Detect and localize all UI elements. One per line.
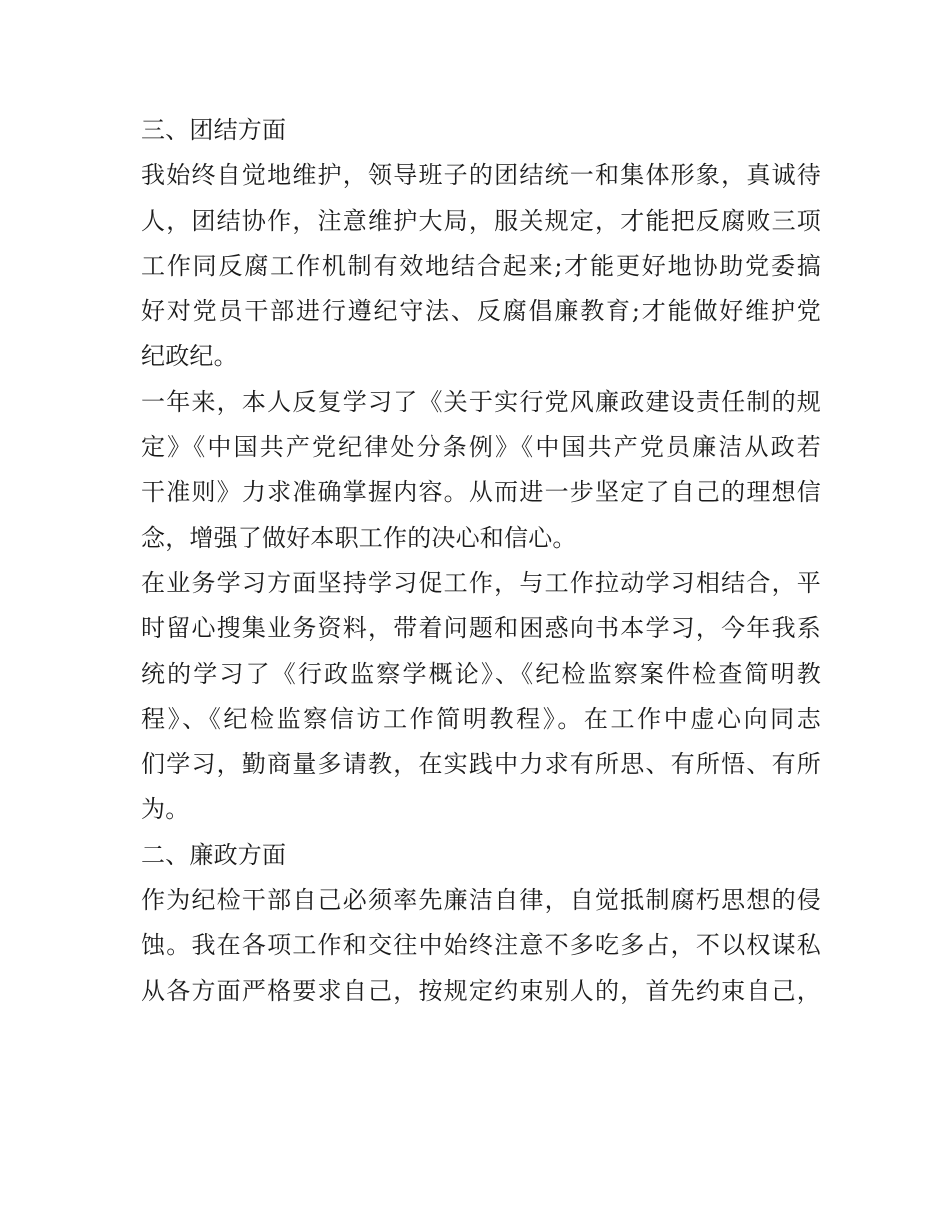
text-line: 我始终自觉地维护，领导班子的团结统一和集体形象，真诚待 bbox=[141, 161, 821, 190]
text-line: 从各方面严格要求自己，按规定约束别人的，首先约束自己， bbox=[141, 976, 821, 1005]
paragraph-integrity bbox=[141, 878, 821, 1014]
text-line: 念，增强了做好本职工作的决心和信心。 bbox=[141, 523, 577, 552]
text-line: 纪政纪。 bbox=[141, 342, 238, 371]
text-line: 作为纪检干部自己必须率先廉洁自律，自觉抵制腐朽思想的侵 bbox=[141, 886, 821, 915]
section-heading-unity bbox=[141, 108, 821, 153]
text-line: 一年来，本人反复学习了《关于实行党风廉政建设责任制的规 bbox=[141, 387, 821, 416]
document-body bbox=[141, 108, 821, 1014]
text-line: 二、廉政方面 bbox=[141, 840, 287, 869]
text-line: 好对党员干部进行遵纪守法、反腐倡廉教育;才能做好维护党 bbox=[141, 297, 821, 326]
text-line: 为。 bbox=[141, 795, 190, 824]
text-line: 蚀。我在各项工作和交往中始终注意不多吃多占，不以权谋私 bbox=[141, 931, 821, 960]
text-line: 程》、《纪检监察信访工作简明教程》。在工作中虚心向同志 bbox=[141, 704, 821, 733]
section-heading-integrity bbox=[141, 833, 821, 878]
text-line: 人，团结协作，注意维护大局，服关规定，才能把反腐败三项 bbox=[141, 206, 821, 235]
paragraph-business-study bbox=[141, 561, 821, 833]
text-line: 定》《中国共产党纪律处分条例》《中国共产党员廉洁从政若 bbox=[141, 433, 821, 462]
text-line: 工作同反腐工作机制有效地结合起来;才能更好地协助党委搞 bbox=[141, 251, 821, 280]
text-line: 们学习，勤商量多请教，在实践中力求有所思、有所悟、有所 bbox=[141, 750, 821, 779]
paragraph-unity bbox=[141, 153, 821, 379]
text-line: 统的学习了《行政监察学概论》、《纪检监察案件检查简明教 bbox=[141, 659, 821, 688]
text-line: 在业务学习方面坚持学习促工作，与工作拉动学习相结合，平 bbox=[141, 568, 821, 597]
text-line: 时留心搜集业务资料，带着问题和困惑向书本学习，今年我系 bbox=[141, 614, 821, 643]
paragraph-study bbox=[141, 380, 821, 561]
text-line: 干准则》力求准确掌握内容。从而进一步坚定了自己的理想信 bbox=[141, 478, 821, 507]
text-line: 三、团结方面 bbox=[141, 116, 287, 144]
